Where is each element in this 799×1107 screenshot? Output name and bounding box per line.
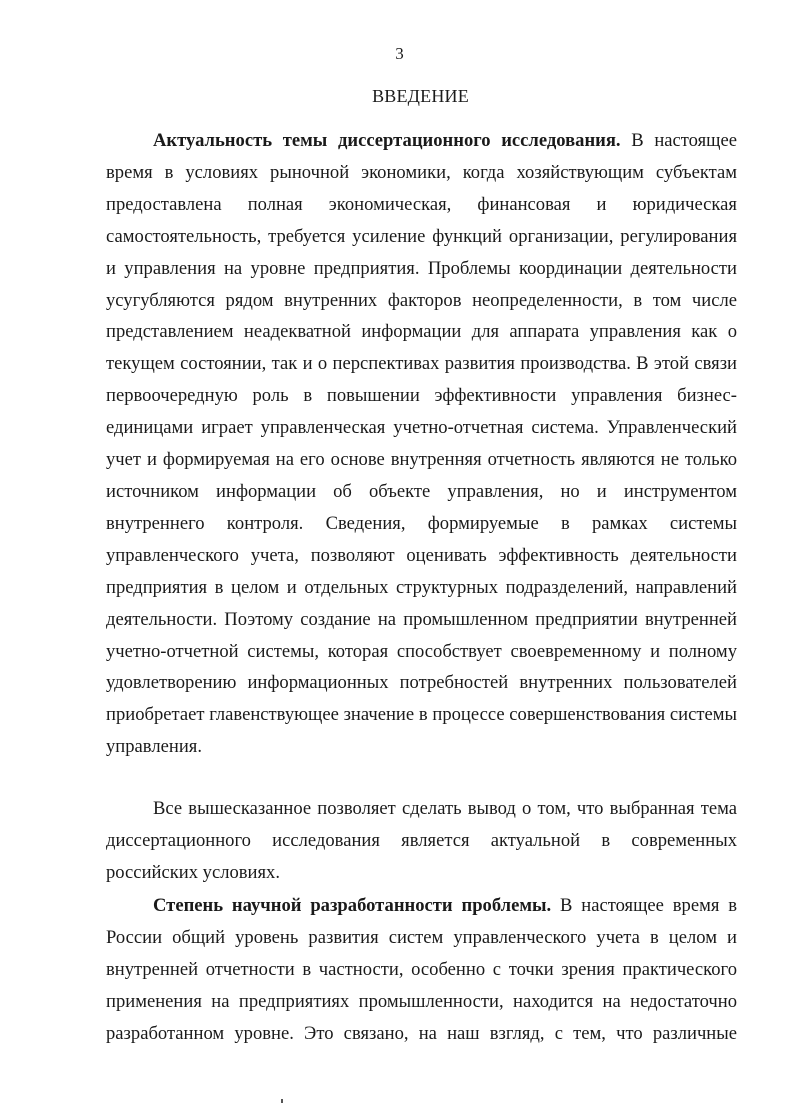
paragraph-relevance [106, 125, 737, 763]
paragraph-text [106, 890, 737, 1050]
paragraph-text [106, 125, 737, 763]
paragraph-lead: Степень научной разработанности проблемы. [153, 895, 552, 916]
paragraph-lead: Актуальность темы диссертационного исследования. [153, 130, 621, 151]
page-number: 3 [395, 44, 404, 63]
paragraph-research-degree [106, 890, 737, 1050]
scan-speck [281, 1099, 283, 1103]
paragraph-body: В настоящее время в России общий уровень развития систем управленческого учета в целом и внутренней отчетности в частности, особенно с точки зрения практического применения на предприятиях промышленности, находится на недостаточно разработанном уровне. Это связано, на наш взгляд, с тем, что различные [106, 895, 737, 1044]
paragraph-text [106, 793, 737, 889]
section-heading: ВВЕДЕНИЕ [372, 86, 469, 106]
paragraph-body: В настоящее время в условиях рыночной экономики, когда хозяйствующим субъектам предоставлена полная экономическая, финансовая и юридическая самостоятельность, требуется усиление функций организации, регулирования и управления на уровне предприятия. Проблемы координации деятельности усугубляются рядом внутренних факторов неопределенности, в том числе представлением неадекватной информации для аппарата управления как о текущем состоянии, так и о перспективах развития производства. В этой связи первоочередную роль в повышении эффективности управления бизнес-единицами играет управленческая учетно-отчетная система. Управленческий учет и формируемая на его основе внутренняя отчетность являются не только источником информации об объекте управления, но и инструментом внутреннего контроля. Сведения, формируемые в рамках системы управленческого учета, позволяют оценивать эффективность деятельности предприятия в целом и отдельных структурных подразделений, направлений деятельности. Поэтому создание на промышленном предприятии внутренней учетно-отчетной системы, которая способствует своевременному и полному удовлетворению информационных потребностей внутренних пользователей приобретает главенствующее значение в процессе совершенствования системы управления. [106, 130, 738, 758]
paragraph-conclusion [106, 793, 737, 889]
paragraph-body: Все вышесказанное позволяет сделать вывод о том, что выбранная тема диссертационного исследования является актуальной в современных российских условиях. [106, 798, 737, 883]
